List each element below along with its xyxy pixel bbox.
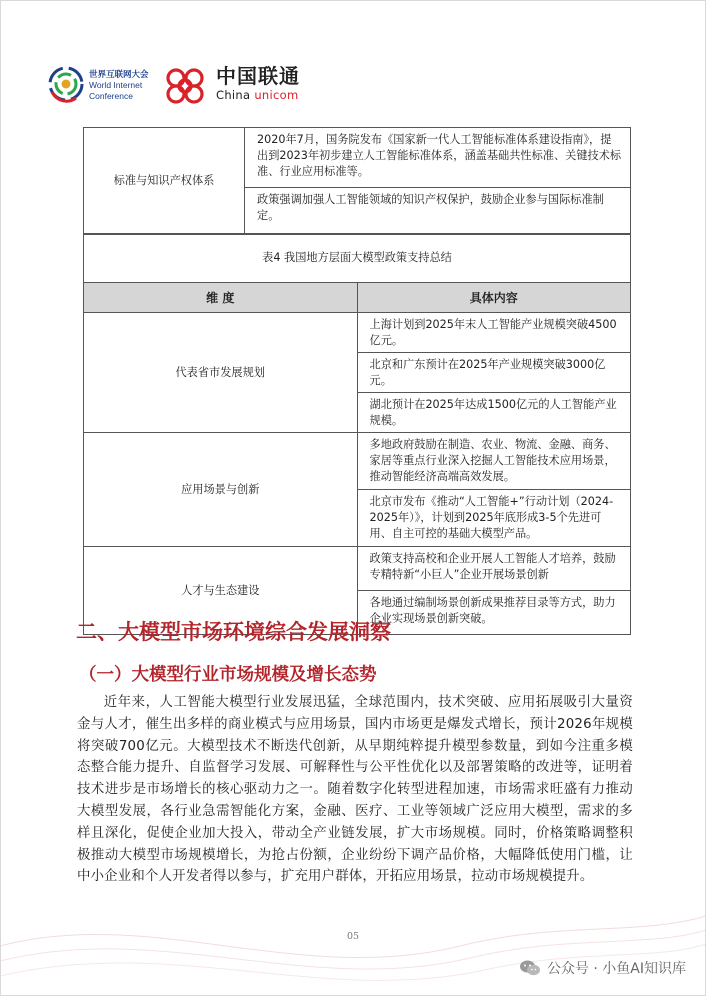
watermark xyxy=(519,958,686,978)
content-cell: 多地政府鼓励在制造、农业、物流、金融、商务、家居等重点行业深入挖掘人工智能技术应用场景，推动智能经济高端高效发展。 xyxy=(357,433,631,490)
dimension-cell: 应用场景与创新 xyxy=(84,433,358,547)
content-cell: 政策支持高校和企业开展人工智能人才培养，鼓励专精特新“小巨人”企业开展场景创新 xyxy=(357,547,631,591)
table-row xyxy=(84,433,631,490)
subsection-heading: （一）大模型行业市场规模及增长态势 xyxy=(79,665,377,685)
wic-name-en-2: Conference xyxy=(89,91,133,101)
dimension-cell: 人才与生态建设 xyxy=(84,547,358,635)
content-cell: 2020年7月，国务院发布《国家新一代人工智能标准体系建设指南》，提出到2023年初步建立人工智能标准体系，涵盖基础共性标准、关键技术标准、行业应用标准等。 xyxy=(245,128,631,188)
china-unicom-en-suffix: unicom xyxy=(254,88,299,102)
china-unicom-name xyxy=(216,65,300,102)
content-cell: 政策强调加强人工智能领域的知识产权保护，鼓励企业参与国际标准制定。 xyxy=(245,188,631,235)
table-caption: 表4 我国地方层面大模型政策支持总结 xyxy=(84,234,631,283)
table-row xyxy=(84,313,631,353)
wechat-icon xyxy=(519,959,541,977)
header-dimension: 维 度 xyxy=(84,283,358,313)
content-cell: 湖北预计在2025年达成1500亿元的人工智能产业规模。 xyxy=(357,393,631,433)
wic-name-en-1: World Internet xyxy=(89,80,143,90)
local-policy-table xyxy=(83,233,631,635)
china-unicom-cn: 中国联通 xyxy=(216,64,300,88)
page-number: 05 xyxy=(346,931,360,942)
section-heading: 二、大模型市场环境综合发展洞察 xyxy=(76,620,391,644)
content-cell: 北京市发布《推动“人工智能+”行动计划（2024-2025年）》，计划到2025年底形成3-5个先进可用、自主可控的基础大模型产品。 xyxy=(357,490,631,547)
dimension-cell: 标准与知识产权体系 xyxy=(84,128,245,235)
content-cell: 上海计划到2025年末人工智能产业规模突破4500亿元。 xyxy=(357,313,631,353)
national-policy-table-continued xyxy=(83,127,631,235)
china-unicom-knot-icon xyxy=(161,64,209,108)
watermark-text: 公众号 · 小鱼AI知识库 xyxy=(546,961,686,977)
china-unicom-en-prefix: China xyxy=(216,88,251,102)
world-internet-conference-logo xyxy=(46,64,86,104)
wic-name xyxy=(89,69,149,102)
body-paragraph: 近年来，人工智能大模型行业发展迅猛，全球范围内，技术突破、应用拓展吸引大量资金与人才，催生出多样的商业模式与应用场景，国内市场更是爆发式增长，预计2026年规模将突破700亿元。大模型技术不断迭代创新，从早期纯粹提升模型参数量，到如今注重多模态整合能力提升、自监督学习发展、可解释性与公平性优化以及部署策略的改进等，证明着技术进步是市场增长的核心驱动力之一。随着数字化转型进程加速，市场需求旺盛有力推动大模型发展，各行业急需智能化方案，金融、医疗、工业等领域广泛应用大模型，需求的多样且深化，促使企业加大投入，带动全产业链发展，扩大市场规模。同时，价格策略调整积极推动大模型市场规模增长，为抢占份额，企业纷纷下调产品价格，大幅降低使用门槛，让中小企业和个人开发者得以参与，扩充用户群体，开拓应用场景，拉动市场规模提升。 xyxy=(77,695,633,885)
wic-name-cn: 世界互联网大会 xyxy=(89,69,149,79)
header-content: 具体内容 xyxy=(357,283,631,313)
table-row xyxy=(84,547,631,591)
table-row xyxy=(84,128,631,188)
china-unicom-en xyxy=(216,88,300,102)
content-cell: 各地通过编制场景创新成果推荐目录等方式，助力企业实现场景创新突破。 xyxy=(357,591,631,635)
content-cell: 北京和广东预计在2025年产业规模突破3000亿元。 xyxy=(357,353,631,393)
dimension-cell: 代表省市发展规划 xyxy=(84,313,358,433)
table-header-row xyxy=(84,283,631,313)
table-caption-row xyxy=(84,234,631,283)
